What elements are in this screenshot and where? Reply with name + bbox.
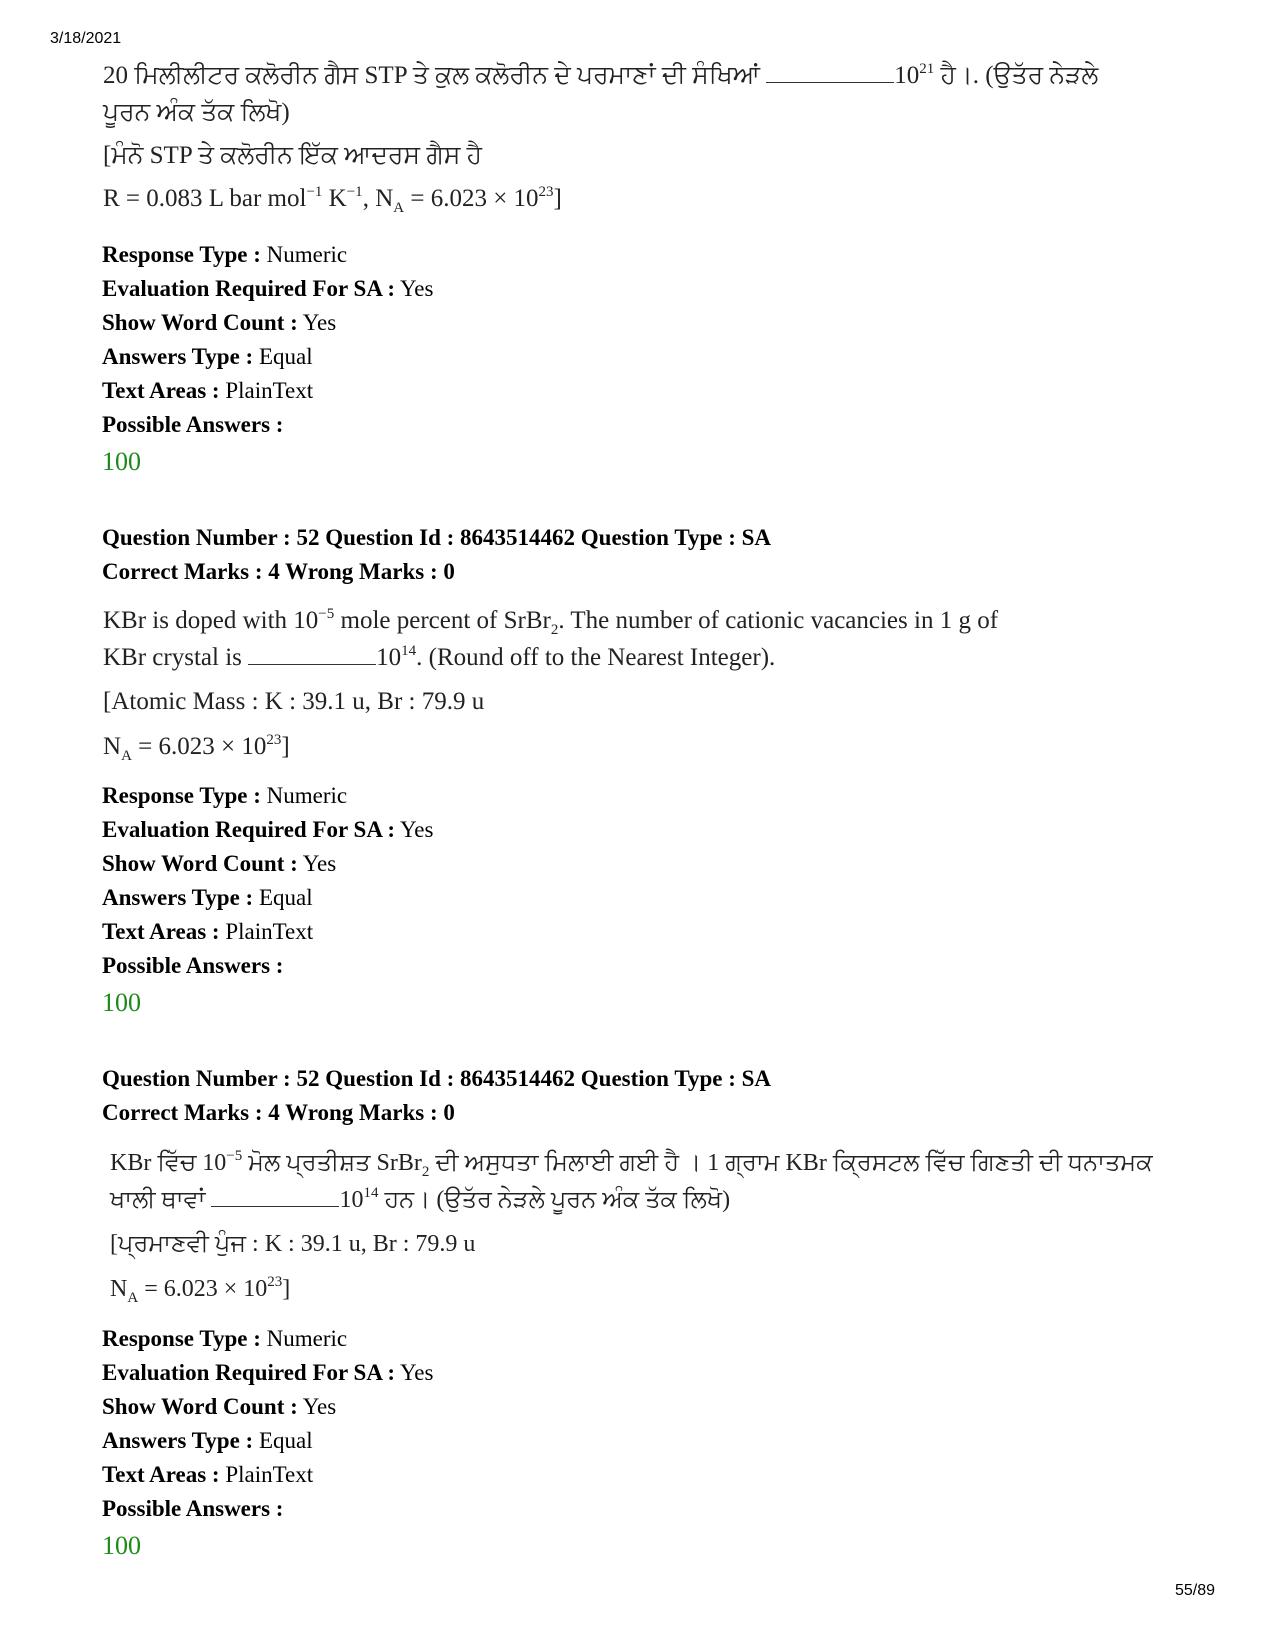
question-meta-q52-en	[102, 779, 433, 1022]
print-date: 3/18/2021	[50, 30, 122, 47]
question-meta-q52-pa	[102, 1322, 433, 1565]
text-areas: Text Areas : PlainText	[102, 919, 314, 944]
question-text-q51	[103, 57, 1183, 217]
question-header-q52-en	[102, 521, 771, 589]
possible-answer-value: 100	[102, 447, 141, 476]
question-line: [ਮੰਨੋ STP ਤੇ ਕਲੋਰੀਨ ਇੱਕ ਆਦਰਸ ਗੈਸ ਹੈ	[103, 142, 482, 169]
page-number: 55/89	[1175, 1582, 1216, 1599]
text-areas: Text Areas : PlainText	[102, 378, 314, 403]
text-areas: Text Areas : PlainText	[102, 1462, 314, 1487]
question-header-q52-pa	[102, 1062, 771, 1130]
possible-answer-value: 100	[102, 988, 141, 1017]
question-id-row: Question Number : 52 Question Id : 8643514462 Question Type : SA	[102, 1066, 772, 1091]
show-word-count: Show Word Count : Yes	[102, 310, 337, 335]
question-line: KBr ਵਿੱਚ $10^{-5}$ ਮੋਲ ਪ੍ਰਤੀਸ਼ਤ SrBr$_2$ ਦੀ ਅਸੁਧਤਾ ਮਿਲਾਈ ਗਈ ਹੈ । 1 ਗ੍ਰਾਮ KBr ਕ੍ਰਿਸਟਲ ਵਿੱਚ ਗਿਣਤੀ ਦੀ ਧਨਾਤਮਕ	[110, 1148, 1153, 1180]
question-line: KBr is doped with $10^{-5}$ mole percent of SrBr$_2$. The number of cationic vacancies in 1 g of	[103, 606, 999, 638]
possible-answers-label: Possible Answers :	[102, 412, 284, 437]
question-line: 20 ਮਿਲੀਲੀਟਰ ਕਲੋਰੀਨ ਗੈਸ STP ਤੇ ਕੁਲ ਕਲੋਰੀਨ ਦੇ ਪਰਮਾਣਾਂ ਦੀ ਸੰਖਿਆਂ $10^{21}$ ਹੈ।. (ਉਤੱਰ ਨੇੜਲੇ	[103, 61, 1099, 89]
question-text-q52-pa	[110, 1145, 1153, 1308]
answers-type: Answers Type : Equal	[102, 344, 313, 369]
marks-row: Correct Marks : 4 Wrong Marks : 0	[102, 559, 455, 584]
marks-row: Correct Marks : 4 Wrong Marks : 0	[102, 1100, 455, 1125]
evaluation-required: Evaluation Required For SA : Yes	[102, 817, 434, 842]
question-line: [Atomic Mass : K : 39.1 u, Br : 79.9 u	[103, 688, 485, 715]
question-line: $N_A = 6.023 \times 10^{23}$]	[103, 732, 290, 764]
answer-blank	[248, 644, 376, 665]
possible-answer-value: 100	[102, 1531, 141, 1560]
question-line: KBr crystal is $10^{14}$. (Round off to the Nearest Integer).	[103, 643, 776, 671]
question-id-row: Question Number : 52 Question Id : 8643514462 Question Type : SA	[102, 525, 772, 550]
answer-blank	[211, 1186, 339, 1207]
possible-answers-label: Possible Answers :	[102, 1496, 284, 1521]
response-type: Response Type : Numeric	[102, 783, 348, 808]
possible-answers-label: Possible Answers :	[102, 953, 284, 978]
question-line: ਪੂਰਨ ਅੰਕ ਤੱਕ ਲਿਖੋ)	[103, 99, 290, 126]
question-line: [ਪ੍ਰਮਾਣਵੀ ਪੁੰਜ : K : 39.1 u, Br : 79.9 u	[110, 1231, 476, 1257]
question-line: ਖਾਲੀ ਥਾਵਾਂ $10^{14}$ ਹਨ। (ਉਤੱਰ ਨੇੜਲੇ ਪੂਰਨ ਅੰਕ ਤੱਕ ਲਿਖੋ)	[110, 1185, 731, 1213]
question-line: R = 0.083 L bar mol$^{-1}$ $K^{-1}$, $N_A = 6.023 \times 10^{23}$]	[103, 184, 562, 216]
question-meta-q51	[102, 238, 433, 481]
question-text-q52-en	[103, 602, 998, 765]
response-type: Response Type : Numeric	[102, 1326, 348, 1351]
show-word-count: Show Word Count : Yes	[102, 1394, 337, 1419]
evaluation-required: Evaluation Required For SA : Yes	[102, 276, 434, 301]
response-type: Response Type : Numeric	[102, 242, 348, 267]
show-word-count: Show Word Count : Yes	[102, 851, 337, 876]
answers-type: Answers Type : Equal	[102, 1428, 313, 1453]
question-line: $N_A = 6.023 \times 10^{23}$]	[110, 1274, 291, 1306]
answers-type: Answers Type : Equal	[102, 885, 313, 910]
answer-blank	[766, 62, 894, 83]
evaluation-required: Evaluation Required For SA : Yes	[102, 1360, 434, 1385]
